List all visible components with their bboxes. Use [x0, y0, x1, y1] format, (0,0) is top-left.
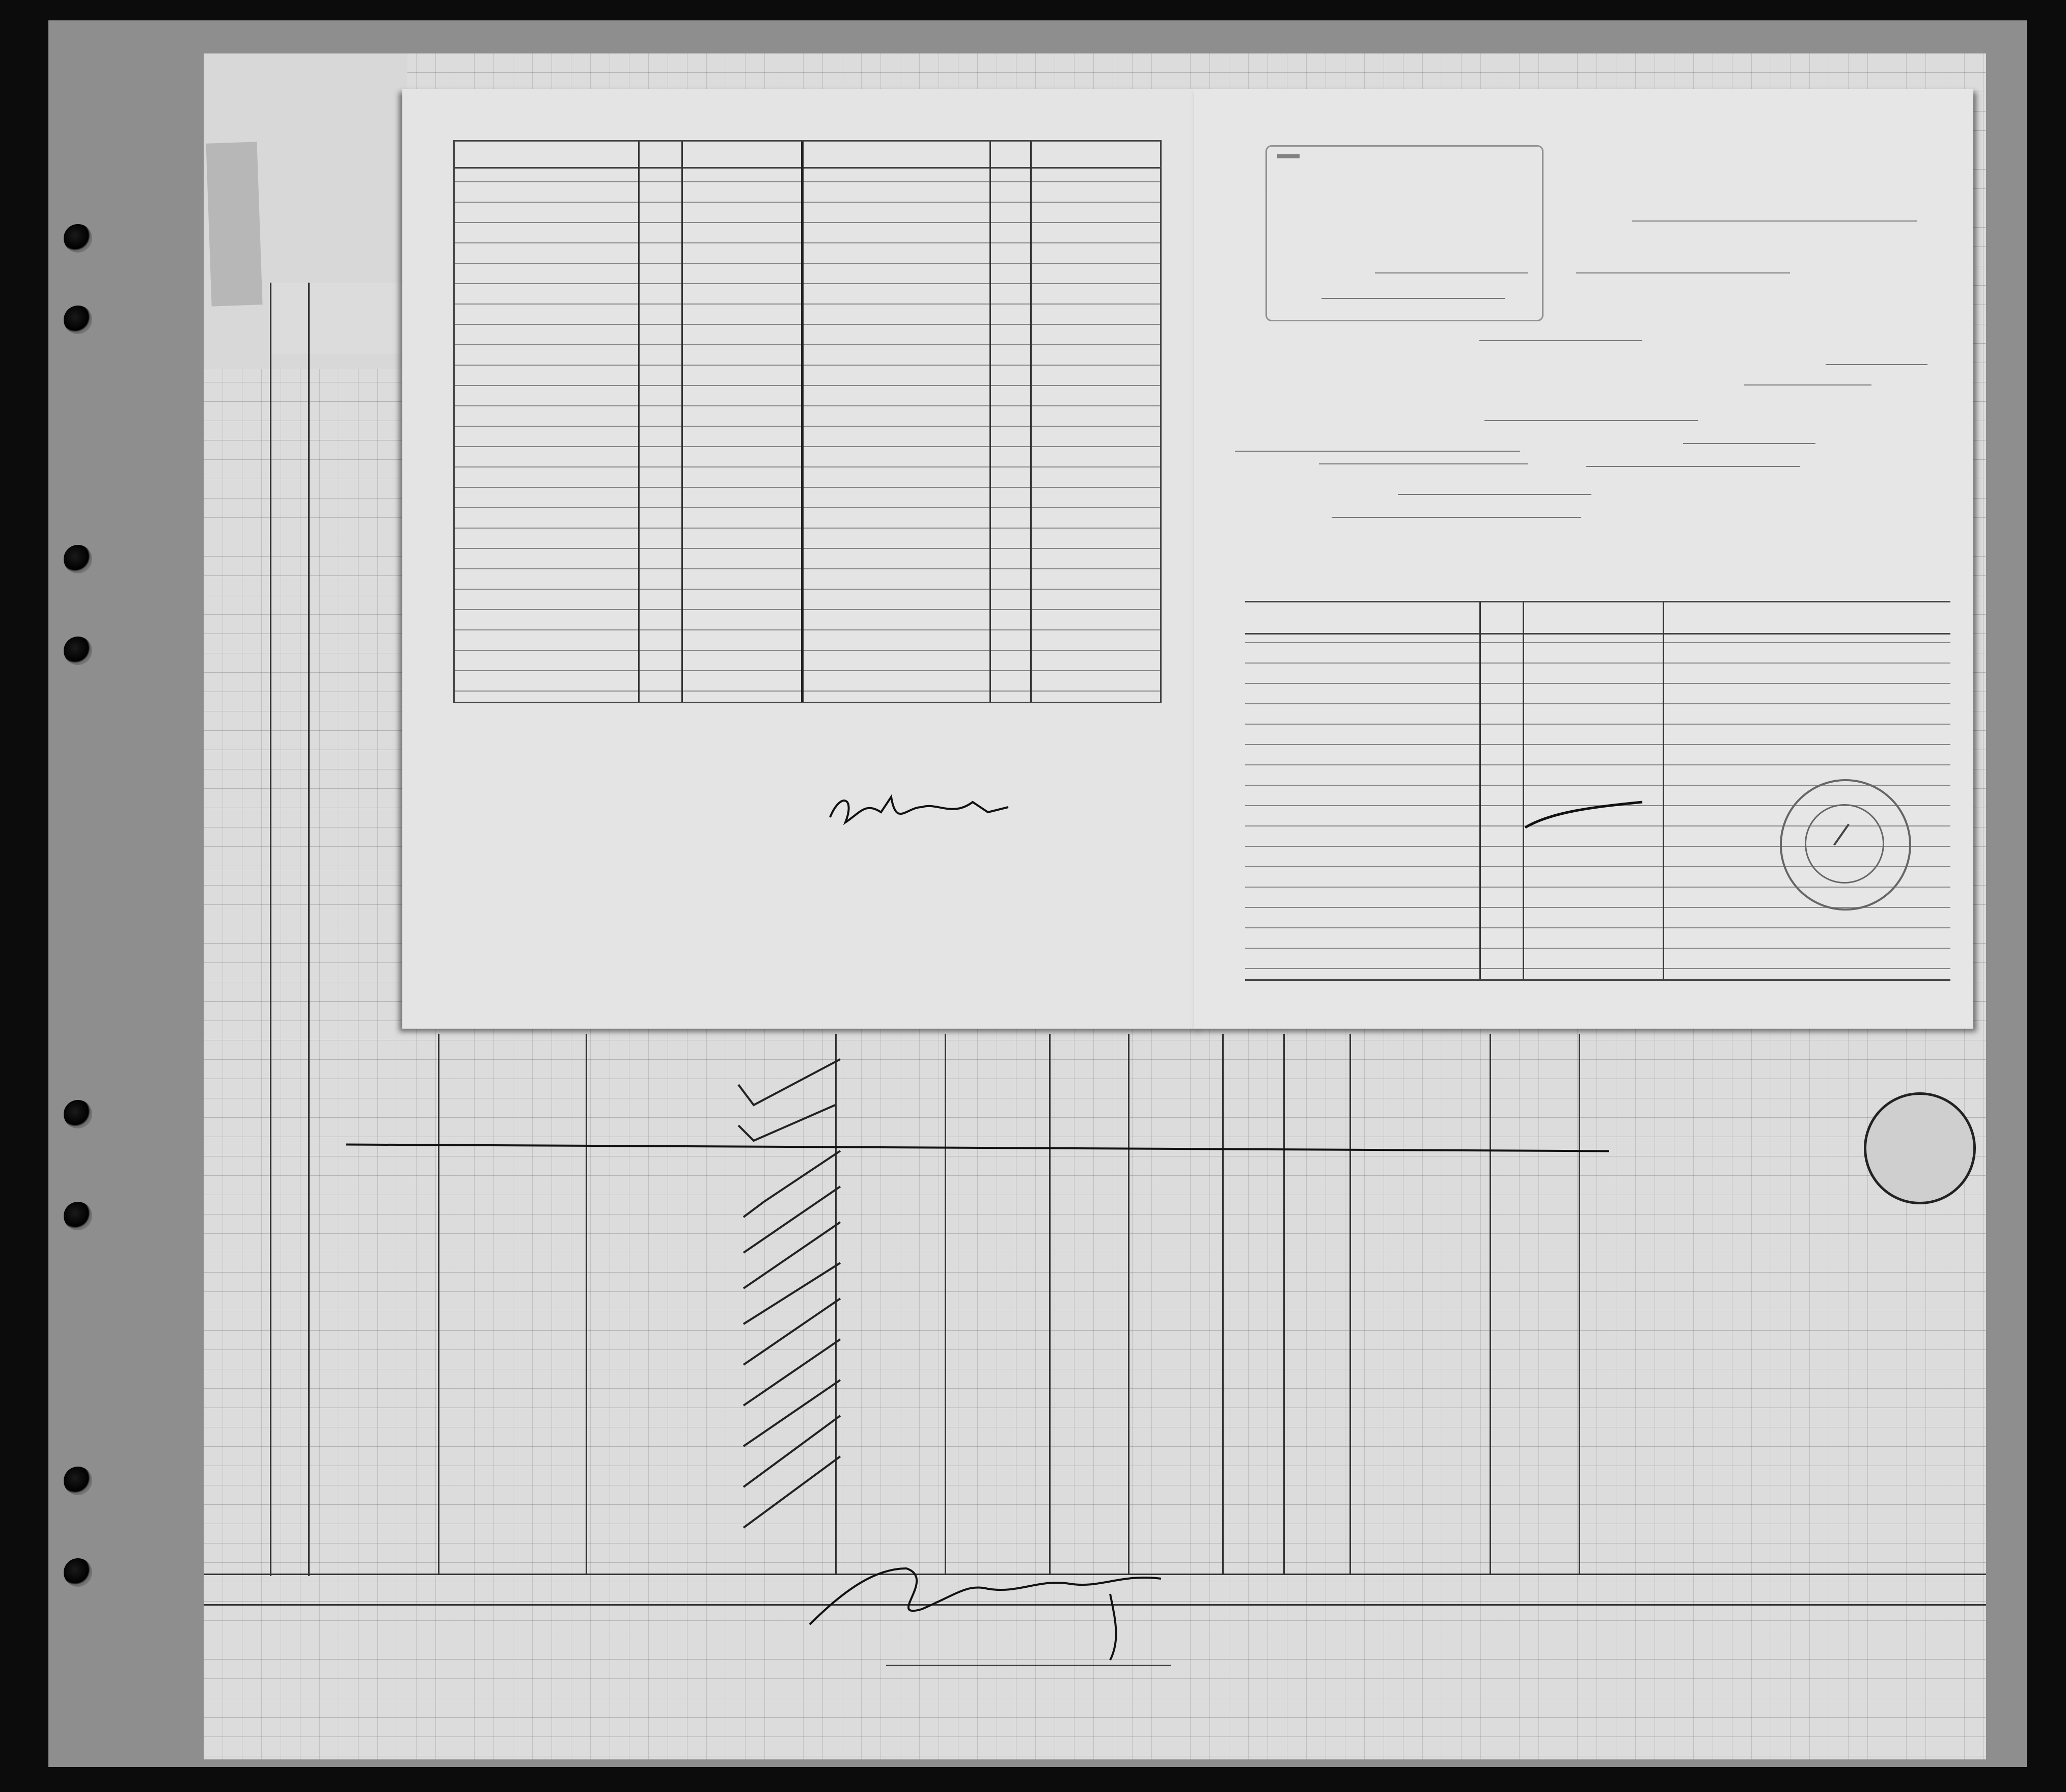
total-arrival-value — [1479, 340, 1642, 341]
underline-flourish — [1520, 797, 1652, 838]
clock-stamp — [1780, 779, 1911, 911]
master-statement-form — [1194, 89, 1973, 1029]
port-value — [1632, 220, 1917, 222]
ship-name — [1576, 272, 1790, 273]
deserted-field — [1826, 364, 1927, 365]
received-word — [1277, 154, 1300, 158]
consul-discharge-stamp — [1614, 1136, 1879, 1212]
total-date-value — [1744, 384, 1871, 385]
seamen-signed-on-form — [402, 89, 1202, 1029]
arrived-date — [1484, 420, 1698, 421]
paper-fragment — [206, 142, 262, 306]
manifest-col-headers — [270, 283, 412, 354]
pier-value — [1683, 443, 1815, 444]
consignee — [1235, 451, 1520, 452]
destination — [1586, 466, 1800, 467]
voyage-port — [1332, 517, 1581, 518]
inspector-signature — [805, 1548, 1192, 1680]
crew-table — [204, 1044, 1986, 1579]
signed-on-table — [453, 140, 1162, 703]
check-marks — [723, 1049, 856, 1538]
consulate-seal — [1864, 1092, 1976, 1204]
from-port-value — [1321, 298, 1505, 299]
received-stamp — [1265, 145, 1544, 321]
via-port — [1398, 494, 1591, 495]
master-signature — [820, 782, 1013, 838]
sail-date — [1319, 463, 1528, 464]
nationality-value — [1375, 272, 1528, 273]
